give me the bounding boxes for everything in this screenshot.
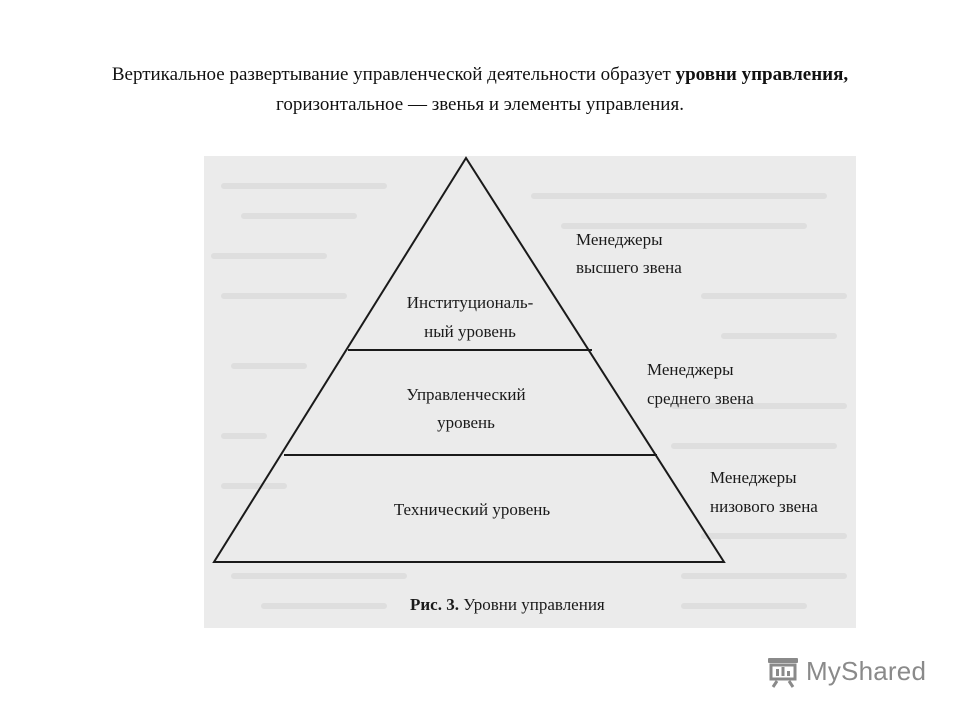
managers-middle-line1: Менеджеры [647, 360, 734, 379]
caption-text: Уровни управления [458, 595, 605, 614]
watermark-text: MyShared [806, 656, 927, 686]
managers-top-line2: высшего звена [576, 258, 682, 277]
caption-prefix: Рис. 3. [410, 595, 459, 614]
presentation-board-icon [766, 656, 800, 688]
level-institutional-line2: ный уровень [424, 322, 516, 341]
intro-bold-term: уровни управления, [675, 64, 849, 85]
figure-caption [410, 595, 605, 614]
managers-middle-line2: среднего звена [647, 389, 754, 408]
intro-part2: горизонтальное — звенья и элементы управления. [276, 94, 684, 115]
managers-bottom-line1: Менеджеры [710, 468, 797, 487]
level-institutional-line1: Институциональ- [406, 293, 534, 312]
managers-bottom-line2: низового звена [710, 497, 818, 516]
level-managerial-line2: уровень [437, 413, 495, 432]
intro-text [60, 60, 900, 120]
intro-part1: Вертикальное развертывание управленческой деятельности образует [111, 64, 676, 85]
managers-top-line1: Менеджеры [576, 230, 663, 249]
pyramid-diagram [204, 156, 856, 628]
level-technical-line1: Технический уровень [393, 500, 551, 519]
watermark [766, 654, 936, 694]
level-managerial-line1: Управленческий [406, 385, 526, 404]
scanned-figure [204, 156, 856, 628]
